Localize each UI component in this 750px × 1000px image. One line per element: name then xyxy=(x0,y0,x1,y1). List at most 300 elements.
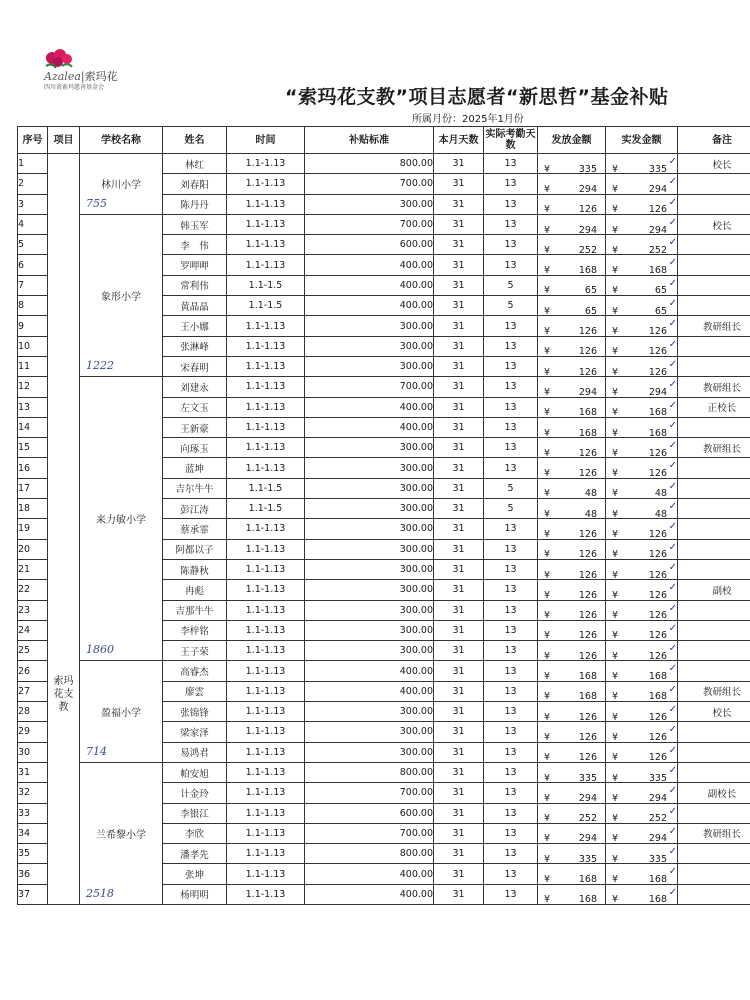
issued-amount: 126 xyxy=(578,650,597,661)
currency-symbol: ¥ xyxy=(544,488,551,499)
check-mark-icon: ✓ xyxy=(668,602,677,614)
actual-amount: 126 xyxy=(648,589,667,601)
issued-amount: 48 xyxy=(584,488,597,499)
actual-amount: 65 xyxy=(654,305,667,316)
actual-amount: 126 xyxy=(648,366,667,377)
currency-symbol: ¥ xyxy=(612,853,619,864)
row-number: 22 xyxy=(18,580,48,600)
attendance-days-cell: 13 xyxy=(484,336,538,356)
currency-symbol: ¥ xyxy=(544,468,551,479)
remark-cell xyxy=(678,844,750,864)
actual-amount-cell xyxy=(606,397,678,417)
actual-amount-cell xyxy=(606,823,678,843)
month-days-cell: 31 xyxy=(434,803,484,823)
actual-amount: 48 xyxy=(654,488,667,499)
name-cell: 帕安旭 xyxy=(163,762,227,782)
table-row xyxy=(18,762,750,782)
subsidy-standard-cell: 300.00 xyxy=(305,580,434,600)
row-number: 7 xyxy=(18,275,48,295)
name-cell: 张锦锋 xyxy=(163,702,227,722)
logo xyxy=(38,44,158,94)
row-number: 10 xyxy=(18,336,48,356)
month-days-cell: 31 xyxy=(434,559,484,579)
currency-symbol: ¥ xyxy=(544,589,551,601)
attendance-days-cell: 13 xyxy=(484,154,538,174)
actual-amount: 65 xyxy=(654,285,667,296)
issued-amount-cell xyxy=(538,154,606,174)
issued-amount-cell xyxy=(538,702,606,722)
check-mark-icon: ✓ xyxy=(668,379,677,391)
name-cell: 常利伟 xyxy=(163,275,227,295)
remark-cell xyxy=(678,803,750,823)
actual-amount-cell xyxy=(606,641,678,661)
currency-symbol: ¥ xyxy=(544,894,551,905)
actual-amount-cell xyxy=(606,844,678,864)
actual-amount-cell xyxy=(606,438,678,458)
issued-amount-cell xyxy=(538,661,606,681)
check-mark-icon: ✓ xyxy=(668,805,677,817)
subsidy-standard-cell: 700.00 xyxy=(305,377,434,397)
currency-symbol: ¥ xyxy=(544,427,551,438)
actual-amount-cell xyxy=(606,539,678,559)
name-cell: 王子荣 xyxy=(163,641,227,661)
row-number: 20 xyxy=(18,539,48,559)
issued-amount-cell xyxy=(538,803,606,823)
attendance-days-cell: 13 xyxy=(484,884,538,904)
row-number: 13 xyxy=(18,397,48,417)
period-cell: 1.1-1.13 xyxy=(227,884,305,904)
handwritten-total: 2518 xyxy=(86,886,114,900)
actual-amount-cell xyxy=(606,702,678,722)
period-cell: 1.1-1.13 xyxy=(227,438,305,458)
currency-symbol: ¥ xyxy=(544,671,551,682)
logo-text: Azalea|索玛花 xyxy=(44,70,118,83)
check-mark-icon: ✓ xyxy=(668,440,677,452)
issued-amount-cell xyxy=(538,823,606,843)
attendance-days-cell: 13 xyxy=(484,762,538,782)
check-mark-icon: ✓ xyxy=(668,541,677,553)
issued-amount: 294 xyxy=(578,183,597,195)
actual-amount: 168 xyxy=(648,691,667,702)
actual-amount: 168 xyxy=(648,894,667,905)
issued-amount: 126 xyxy=(578,447,597,458)
actual-amount: 335 xyxy=(648,163,667,174)
issued-amount: 168 xyxy=(578,427,597,438)
school-name-cell xyxy=(80,154,163,215)
issued-amount-cell xyxy=(538,844,606,864)
currency-symbol: ¥ xyxy=(544,772,551,783)
column-header: 补贴标准 xyxy=(305,127,434,154)
currency-symbol: ¥ xyxy=(544,386,551,398)
row-number: 3 xyxy=(18,194,48,214)
actual-amount: 48 xyxy=(654,508,667,519)
issued-amount: 294 xyxy=(578,224,597,235)
row-number: 11 xyxy=(18,356,48,376)
row-number: 19 xyxy=(18,519,48,539)
table-row xyxy=(18,377,750,397)
subsidy-standard-cell: 300.00 xyxy=(305,356,434,376)
attendance-days-cell: 13 xyxy=(484,539,538,559)
remark-cell: 教研组长 xyxy=(678,681,750,701)
attendance-days-cell: 13 xyxy=(484,519,538,539)
subsidy-standard-cell: 400.00 xyxy=(305,681,434,701)
check-mark-icon: ✓ xyxy=(668,744,677,756)
currency-symbol: ¥ xyxy=(612,285,619,296)
actual-amount-cell xyxy=(606,377,678,397)
currency-symbol: ¥ xyxy=(612,813,619,824)
currency-symbol: ¥ xyxy=(612,163,619,174)
table-row xyxy=(18,154,750,174)
check-mark-icon: ✓ xyxy=(668,237,677,249)
actual-amount: 252 xyxy=(648,813,667,824)
currency-symbol: ¥ xyxy=(612,508,619,519)
currency-symbol: ¥ xyxy=(544,163,551,174)
actual-amount: 168 xyxy=(648,407,667,418)
month-days-cell: 31 xyxy=(434,458,484,478)
actual-amount: 252 xyxy=(648,244,667,255)
remark-cell xyxy=(678,762,750,782)
name-cell: 左文玉 xyxy=(163,397,227,417)
month-days-cell: 31 xyxy=(434,275,484,295)
issued-amount-cell xyxy=(538,519,606,539)
currency-symbol: ¥ xyxy=(612,772,619,783)
attendance-days-cell: 13 xyxy=(484,316,538,336)
actual-amount-cell xyxy=(606,296,678,316)
period-cell: 1.1-1.5 xyxy=(227,499,305,519)
currency-symbol: ¥ xyxy=(544,508,551,519)
currency-symbol: ¥ xyxy=(612,691,619,702)
issued-amount-cell xyxy=(538,316,606,336)
actual-amount-cell xyxy=(606,681,678,701)
attendance-days-cell: 13 xyxy=(484,783,538,803)
remark-cell xyxy=(678,620,750,640)
issued-amount: 126 xyxy=(578,752,597,763)
actual-amount: 294 xyxy=(648,183,667,195)
remark-cell xyxy=(678,661,750,681)
check-mark-icon: ✓ xyxy=(668,480,677,492)
actual-amount-cell xyxy=(606,762,678,782)
subsidy-standard-cell: 300.00 xyxy=(305,600,434,620)
currency-symbol: ¥ xyxy=(612,407,619,418)
currency-symbol: ¥ xyxy=(544,265,551,276)
remark-cell xyxy=(678,539,750,559)
subsidy-standard-cell: 800.00 xyxy=(305,762,434,782)
actual-amount: 335 xyxy=(648,772,667,783)
month-days-cell: 31 xyxy=(434,438,484,458)
month-days-cell: 31 xyxy=(434,884,484,904)
check-mark-icon: ✓ xyxy=(668,724,677,736)
issued-amount-cell xyxy=(538,783,606,803)
currency-symbol: ¥ xyxy=(612,589,619,601)
remark-cell xyxy=(678,864,750,884)
subsidy-standard-cell: 700.00 xyxy=(305,783,434,803)
attendance-days-cell: 13 xyxy=(484,580,538,600)
school-name: 盈福小学 xyxy=(101,708,141,720)
name-cell: 李梓铭 xyxy=(163,620,227,640)
month-days-cell: 31 xyxy=(434,478,484,498)
currency-symbol: ¥ xyxy=(544,305,551,316)
currency-symbol: ¥ xyxy=(612,610,619,621)
row-number: 23 xyxy=(18,600,48,620)
issued-amount-cell xyxy=(538,864,606,884)
name-cell: 阿都以子 xyxy=(163,539,227,559)
remark-cell: 校长 xyxy=(678,702,750,722)
currency-symbol: ¥ xyxy=(612,833,619,844)
issued-amount: 126 xyxy=(578,630,597,641)
column-header: 实发金额 xyxy=(606,127,678,154)
currency-symbol: ¥ xyxy=(544,691,551,702)
currency-symbol: ¥ xyxy=(544,874,551,885)
attendance-days-cell: 13 xyxy=(484,397,538,417)
issued-amount: 294 xyxy=(578,792,597,803)
actual-amount: 126 xyxy=(648,752,667,763)
check-mark-icon: ✓ xyxy=(668,825,677,837)
remark-cell xyxy=(678,336,750,356)
attendance-days-cell: 13 xyxy=(484,742,538,762)
currency-symbol: ¥ xyxy=(612,711,619,722)
issued-amount-cell xyxy=(538,641,606,661)
school-name: 林川小学 xyxy=(101,180,141,192)
name-cell: 计金玲 xyxy=(163,783,227,803)
month-days-cell: 31 xyxy=(434,742,484,762)
issued-amount-cell xyxy=(538,762,606,782)
remark-cell: 教研组长 xyxy=(678,438,750,458)
currency-symbol: ¥ xyxy=(544,407,551,418)
currency-symbol: ¥ xyxy=(612,204,619,215)
issued-amount-cell xyxy=(538,397,606,417)
actual-amount-cell xyxy=(606,478,678,498)
month-days-cell: 31 xyxy=(434,864,484,884)
period-cell: 1.1-1.13 xyxy=(227,580,305,600)
row-number: 36 xyxy=(18,864,48,884)
check-mark-icon: ✓ xyxy=(668,683,677,695)
currency-symbol: ¥ xyxy=(544,569,551,580)
school-name: 象形小学 xyxy=(101,292,141,304)
check-mark-icon: ✓ xyxy=(668,176,677,188)
period-cell: 1.1-1.13 xyxy=(227,336,305,356)
subsidy-standard-cell: 400.00 xyxy=(305,884,434,904)
row-number: 35 xyxy=(18,844,48,864)
period-cell: 1.1-1.13 xyxy=(227,661,305,681)
check-mark-icon: ✓ xyxy=(668,846,677,858)
row-number: 29 xyxy=(18,722,48,742)
period-cell: 1.1-1.13 xyxy=(227,559,305,579)
currency-symbol: ¥ xyxy=(612,326,619,337)
name-cell: 吉那牛牛 xyxy=(163,600,227,620)
issued-amount-cell xyxy=(538,275,606,295)
issued-amount-cell xyxy=(538,356,606,376)
issued-amount: 126 xyxy=(578,468,597,479)
period-cell: 1.1-1.13 xyxy=(227,356,305,376)
issued-amount: 168 xyxy=(578,265,597,276)
period-cell: 1.1-1.13 xyxy=(227,316,305,336)
subsidy-table xyxy=(17,126,750,905)
check-mark-icon: ✓ xyxy=(668,338,677,350)
actual-amount-cell xyxy=(606,600,678,620)
subsidy-standard-cell: 300.00 xyxy=(305,702,434,722)
currency-symbol: ¥ xyxy=(612,265,619,276)
check-mark-icon: ✓ xyxy=(668,663,677,675)
subsidy-standard-cell: 300.00 xyxy=(305,194,434,214)
issued-amount: 126 xyxy=(578,589,597,601)
subsidy-standard-cell: 600.00 xyxy=(305,803,434,823)
attendance-days-cell: 5 xyxy=(484,478,538,498)
actual-amount-cell xyxy=(606,154,678,174)
month-days-cell: 31 xyxy=(434,214,484,234)
remark-cell xyxy=(678,641,750,661)
attendance-days-cell: 13 xyxy=(484,803,538,823)
check-mark-icon: ✓ xyxy=(668,460,677,472)
currency-symbol: ¥ xyxy=(544,447,551,458)
check-mark-icon: ✓ xyxy=(668,358,677,370)
subsidy-standard-cell: 300.00 xyxy=(305,499,434,519)
check-mark-icon: ✓ xyxy=(668,764,677,776)
check-mark-icon: ✓ xyxy=(668,622,677,634)
issued-amount: 126 xyxy=(578,549,597,560)
attendance-days-cell: 13 xyxy=(484,681,538,701)
remark-cell xyxy=(678,417,750,437)
period-cell: 1.1-1.13 xyxy=(227,214,305,234)
currency-symbol: ¥ xyxy=(612,305,619,316)
check-mark-icon: ✓ xyxy=(668,704,677,716)
actual-amount: 294 xyxy=(648,386,667,398)
month-days-cell: 31 xyxy=(434,174,484,194)
logo-org: 四川省索玛慈善基金会 xyxy=(44,84,105,91)
actual-amount-cell xyxy=(606,559,678,579)
column-header: 序号 xyxy=(18,127,48,154)
subsidy-standard-cell: 400.00 xyxy=(305,417,434,437)
period-cell: 1.1-1.13 xyxy=(227,762,305,782)
row-number: 15 xyxy=(18,438,48,458)
row-number: 21 xyxy=(18,559,48,579)
actual-amount: 126 xyxy=(648,528,667,540)
issued-amount-cell xyxy=(538,235,606,255)
period-cell: 1.1-1.13 xyxy=(227,174,305,194)
currency-symbol: ¥ xyxy=(544,549,551,560)
attendance-days-cell: 13 xyxy=(484,864,538,884)
period-cell: 1.1-1.13 xyxy=(227,458,305,478)
check-mark-icon: ✓ xyxy=(668,582,677,594)
check-mark-icon: ✓ xyxy=(668,785,677,797)
period-cell: 1.1-1.13 xyxy=(227,620,305,640)
name-cell: 蔡承霏 xyxy=(163,519,227,539)
attendance-days-cell: 13 xyxy=(484,600,538,620)
currency-symbol: ¥ xyxy=(544,528,551,540)
month-days-cell: 31 xyxy=(434,154,484,174)
remark-cell xyxy=(678,174,750,194)
issued-amount: 168 xyxy=(578,407,597,418)
check-mark-icon: ✓ xyxy=(668,216,677,228)
attendance-days-cell: 13 xyxy=(484,823,538,843)
actual-amount-cell xyxy=(606,742,678,762)
issued-amount-cell xyxy=(538,194,606,214)
actual-amount-cell xyxy=(606,884,678,904)
project-cell xyxy=(48,154,80,905)
row-number: 2 xyxy=(18,174,48,194)
attendance-days-cell: 13 xyxy=(484,417,538,437)
remark-cell xyxy=(678,458,750,478)
name-cell: 韩玉军 xyxy=(163,214,227,234)
check-mark-icon: ✓ xyxy=(668,257,677,269)
currency-symbol: ¥ xyxy=(612,650,619,661)
issued-amount: 168 xyxy=(578,671,597,682)
period-cell: 1.1-1.13 xyxy=(227,539,305,559)
actual-amount-cell xyxy=(606,316,678,336)
attendance-days-cell: 13 xyxy=(484,844,538,864)
actual-amount-cell xyxy=(606,580,678,600)
attendance-days-cell: 13 xyxy=(484,214,538,234)
period-cell: 1.1-1.13 xyxy=(227,803,305,823)
actual-amount: 126 xyxy=(648,468,667,479)
actual-amount-cell xyxy=(606,194,678,214)
subsidy-standard-cell: 300.00 xyxy=(305,539,434,559)
issued-amount-cell xyxy=(538,377,606,397)
actual-amount: 126 xyxy=(648,711,667,722)
table-body xyxy=(18,154,750,905)
issued-amount-cell xyxy=(538,214,606,234)
issued-amount-cell xyxy=(538,478,606,498)
actual-amount: 126 xyxy=(648,346,667,357)
month-days-cell: 31 xyxy=(434,336,484,356)
logo-brand-cn: 索玛花 xyxy=(84,70,118,83)
name-cell: 蓝坤 xyxy=(163,458,227,478)
actual-amount-cell xyxy=(606,336,678,356)
subsidy-standard-cell: 300.00 xyxy=(305,742,434,762)
table-row xyxy=(18,661,750,681)
subsidy-standard-cell: 300.00 xyxy=(305,559,434,579)
issued-amount: 335 xyxy=(578,772,597,783)
currency-symbol: ¥ xyxy=(544,731,551,743)
period-cell: 1.1-1.13 xyxy=(227,783,305,803)
remark-cell: 教研组长 xyxy=(678,377,750,397)
actual-amount-cell xyxy=(606,174,678,194)
currency-symbol: ¥ xyxy=(612,183,619,195)
remark-cell xyxy=(678,194,750,214)
name-cell: 罗呷呷 xyxy=(163,255,227,275)
row-number: 34 xyxy=(18,823,48,843)
period-cell: 1.1-1.5 xyxy=(227,296,305,316)
remark-cell xyxy=(678,235,750,255)
check-mark-icon: ✓ xyxy=(668,886,677,898)
check-mark-icon: ✓ xyxy=(668,419,677,431)
subsidy-standard-cell: 400.00 xyxy=(305,296,434,316)
check-mark-icon: ✓ xyxy=(668,866,677,878)
row-number: 37 xyxy=(18,884,48,904)
remark-cell xyxy=(678,742,750,762)
issued-amount: 252 xyxy=(578,813,597,824)
row-number: 24 xyxy=(18,620,48,640)
issued-amount-cell xyxy=(538,539,606,559)
period-cell: 1.1-1.13 xyxy=(227,702,305,722)
month-days-cell: 31 xyxy=(434,296,484,316)
actual-amount-cell xyxy=(606,458,678,478)
attendance-days-cell: 13 xyxy=(484,722,538,742)
row-number: 5 xyxy=(18,235,48,255)
logo-brand-latin: Azalea xyxy=(44,70,81,83)
row-number: 1 xyxy=(18,154,48,174)
issued-amount-cell xyxy=(538,884,606,904)
currency-symbol: ¥ xyxy=(544,366,551,377)
remark-cell xyxy=(678,296,750,316)
remark-cell xyxy=(678,600,750,620)
period-cell: 1.1-1.13 xyxy=(227,397,305,417)
period-cell: 1.1-1.13 xyxy=(227,823,305,843)
row-number: 4 xyxy=(18,214,48,234)
issued-amount: 126 xyxy=(578,569,597,580)
currency-symbol: ¥ xyxy=(544,285,551,296)
period-cell: 1.1-1.13 xyxy=(227,864,305,884)
period-cell: 1.1-1.13 xyxy=(227,519,305,539)
